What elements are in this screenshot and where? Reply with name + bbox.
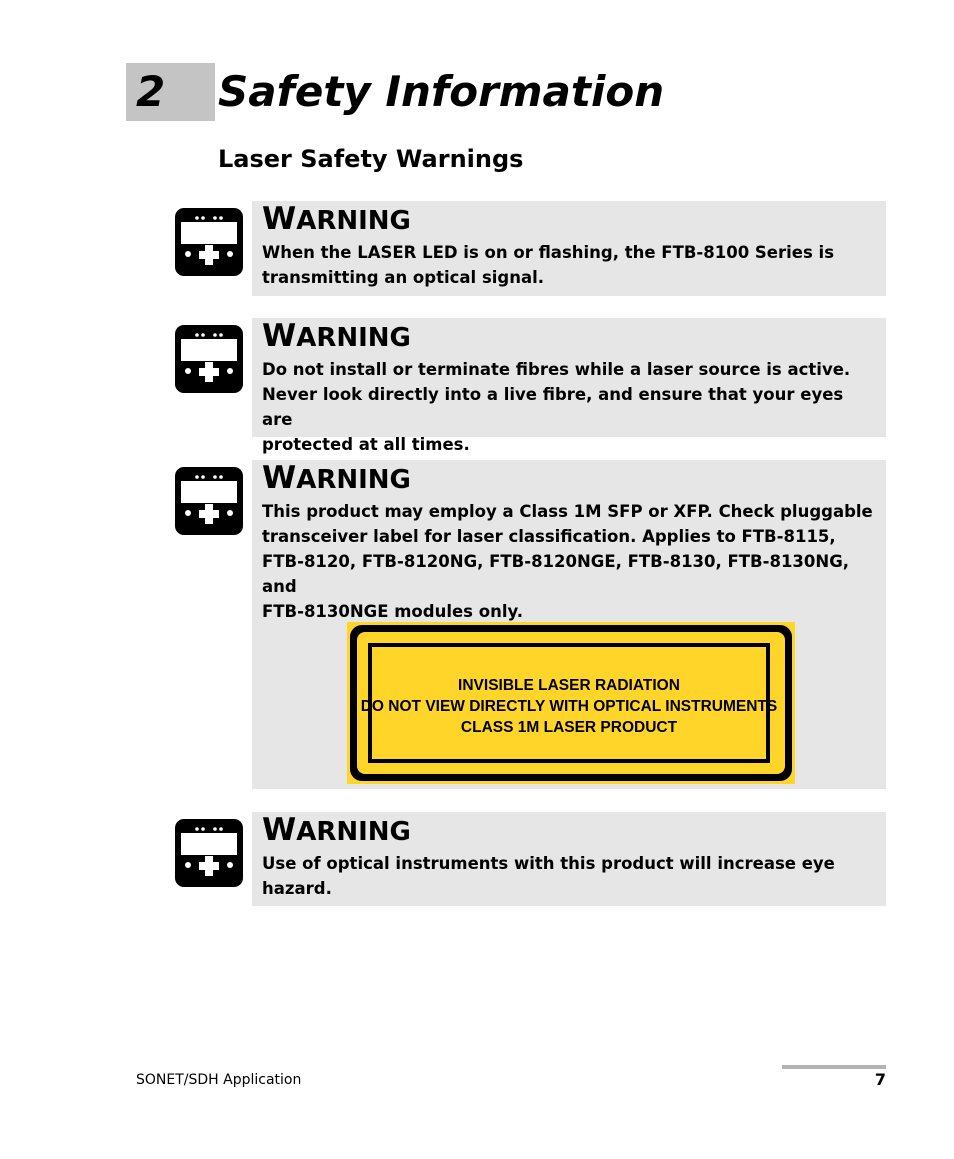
label-line-3: CLASS 1M LASER PRODUCT: [460, 719, 678, 736]
laser-warning-label: [347, 622, 795, 784]
warning-box: [252, 812, 886, 906]
label-line-2: DO NOT VIEW DIRECTLY WITH OPTICAL INSTRUMENTS: [360, 698, 778, 715]
warning-heading: WARNING: [262, 318, 411, 354]
warning-icon: [175, 819, 243, 887]
chapter-title: Safety Information: [218, 67, 665, 116]
warning-heading: WARNING: [262, 812, 411, 848]
page-number: 7: [874, 1070, 886, 1089]
warning-text: Use of optical instruments with this product will increase eye hazard.: [262, 854, 835, 898]
footer-document-title: SONET/SDH Application: [136, 1072, 302, 1088]
warning-text: This product may employ a Class 1M SFP or XFP. Check pluggable transceiver label for laser classification. Applies to FTB-8115, FTB-8120, FTB-8120NG, FTB-8120NGE, FTB-8130, FTB-8130NG, and FTB-8130NGE modules only.: [262, 502, 873, 621]
warning-icon: [175, 325, 243, 393]
warning-box: [252, 201, 886, 296]
warning-box: [252, 460, 886, 789]
warning-text: Do not install or terminate fibres while a laser source is active. Never look directly into a live fibre, and ensure that your eyes are protected at all times.: [262, 360, 851, 454]
chapter-number: 2: [136, 67, 166, 116]
warning-icon: [175, 208, 243, 276]
warning-heading: WARNING: [262, 460, 411, 496]
label-line-1: INVISIBLE LASER RADIATION: [458, 677, 680, 694]
warning-icon: [175, 467, 243, 535]
warning-heading: WARNING: [262, 201, 411, 237]
warning-box: [252, 318, 886, 454]
warning-text: When the LASER LED is on or flashing, the FTB-8100 Series is transmitting an optical signal.: [262, 243, 835, 287]
section-title: Laser Safety Warnings: [218, 145, 524, 173]
